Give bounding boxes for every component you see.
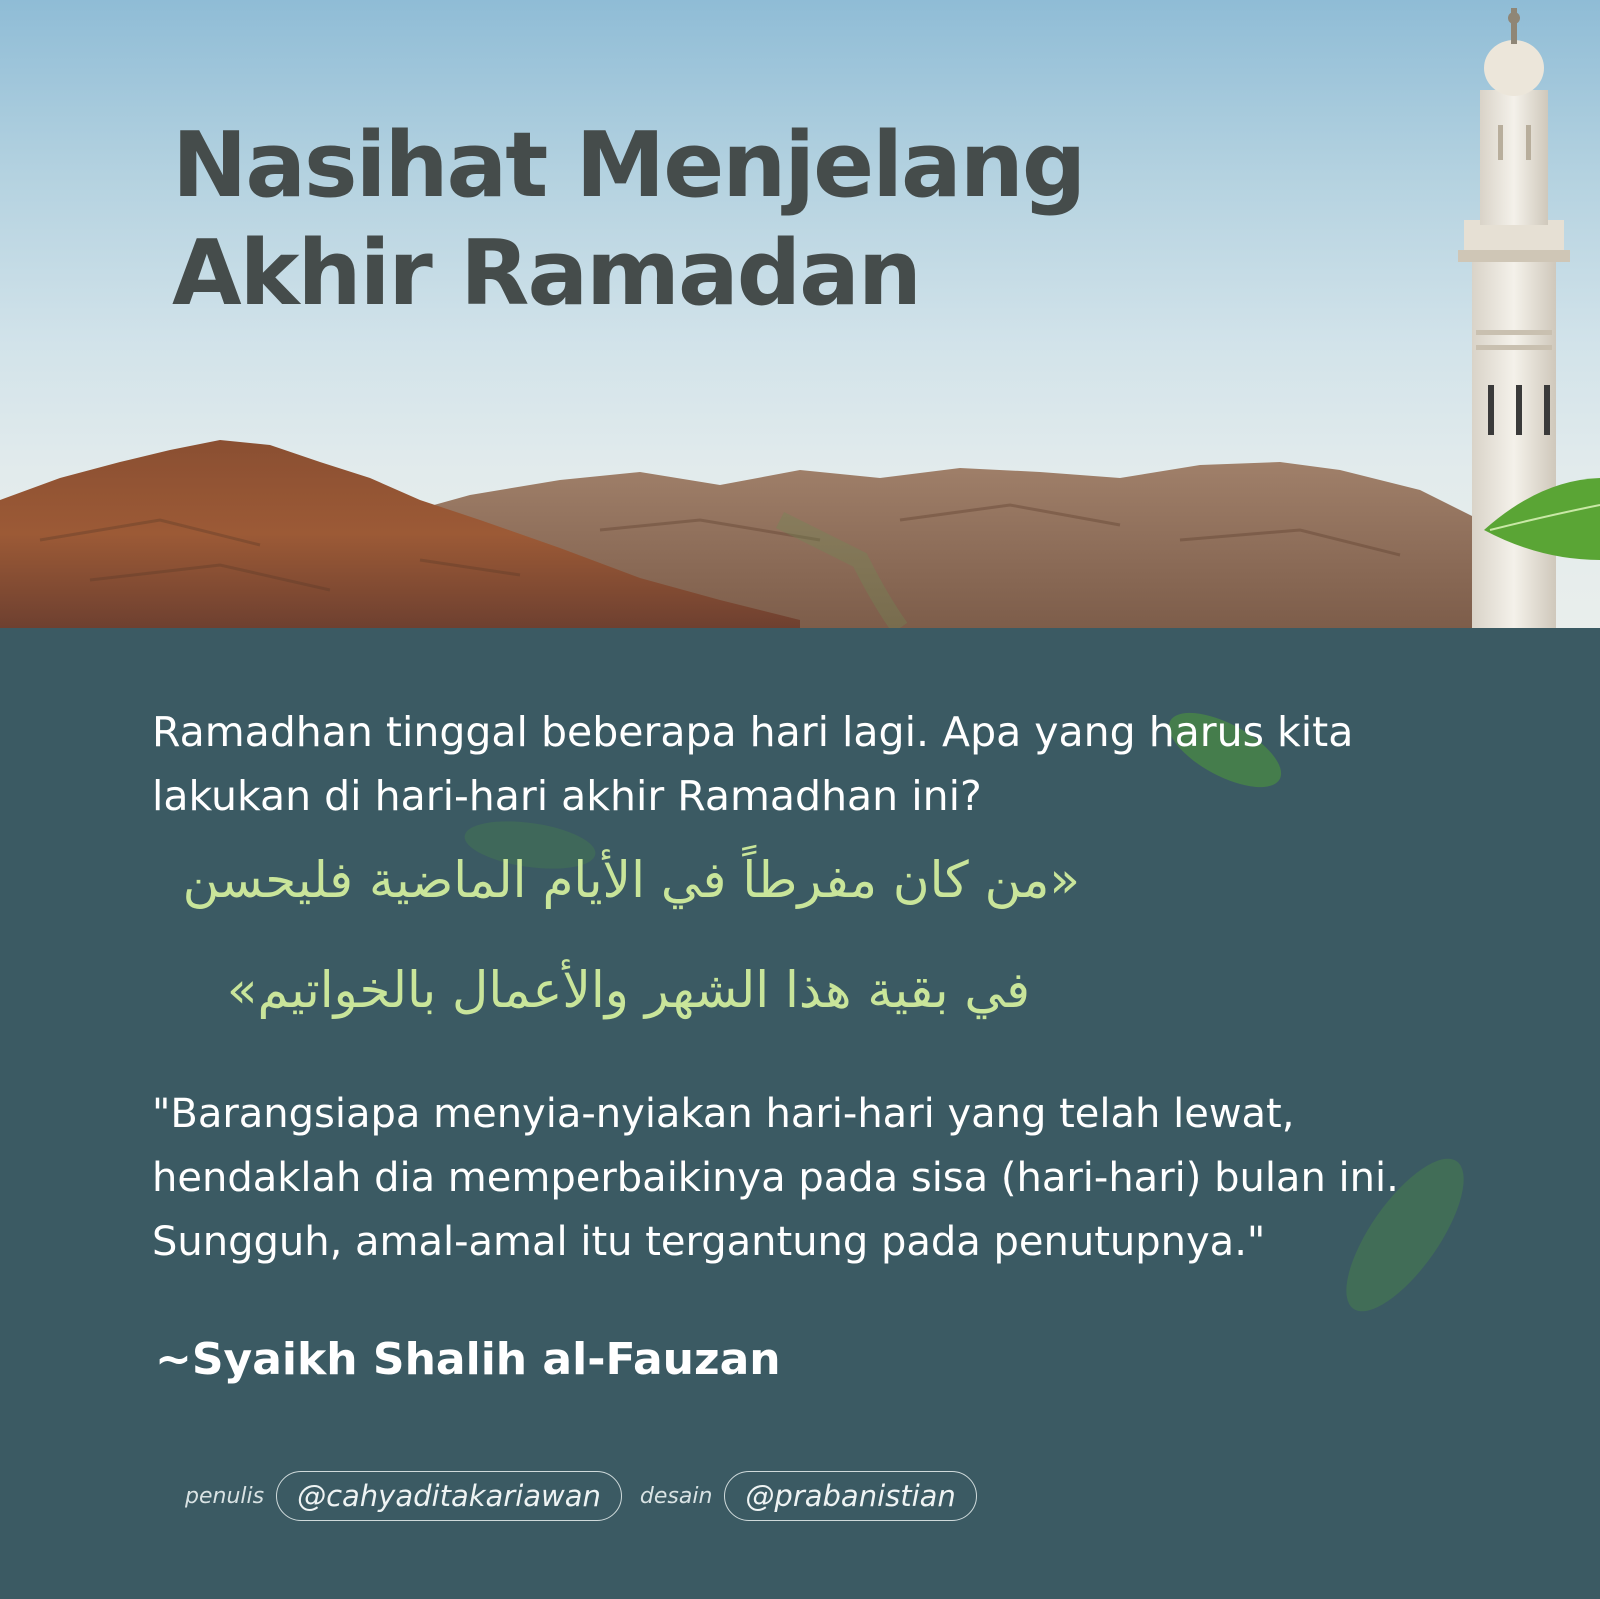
credits [185, 1470, 977, 1522]
arabic-quote-line-2: في بقية هذا الشهر والأعمال بالخواتيم» [226, 961, 1030, 1019]
writer-handle[interactable]: @cahyaditakariawan [276, 1471, 622, 1521]
page-title [172, 112, 1084, 328]
writer-label: penulis [185, 1483, 265, 1509]
design-label: desain [639, 1483, 713, 1509]
title-line-2: Akhir Ramadan [172, 221, 920, 326]
header-banner [0, 0, 1600, 628]
arabic-quote-line-1: «من كان مفرطاً في الأيام الماضية فليحسن [182, 851, 1080, 909]
title-line-1: Nasihat Menjelang [172, 113, 1085, 218]
design-handle[interactable]: @prabanistian [724, 1471, 976, 1521]
quote-author: ~Syaikh Shalih al-Fauzan [155, 1334, 781, 1385]
intro-text: Ramadhan tinggal beberapa hari lagi. Apa yang harus kita lakukan di hari-hari akhir Ramadhan ini? [152, 708, 1354, 820]
translation-quote: "Barangsiapa menyia-nyiakan hari-hari yang telah lewat, hendaklah dia memperbaikinya pada sisa (hari-hari) bulan ini. Sungguh, amal-amal itu tergantung pada penutupnya." [152, 1091, 1399, 1265]
